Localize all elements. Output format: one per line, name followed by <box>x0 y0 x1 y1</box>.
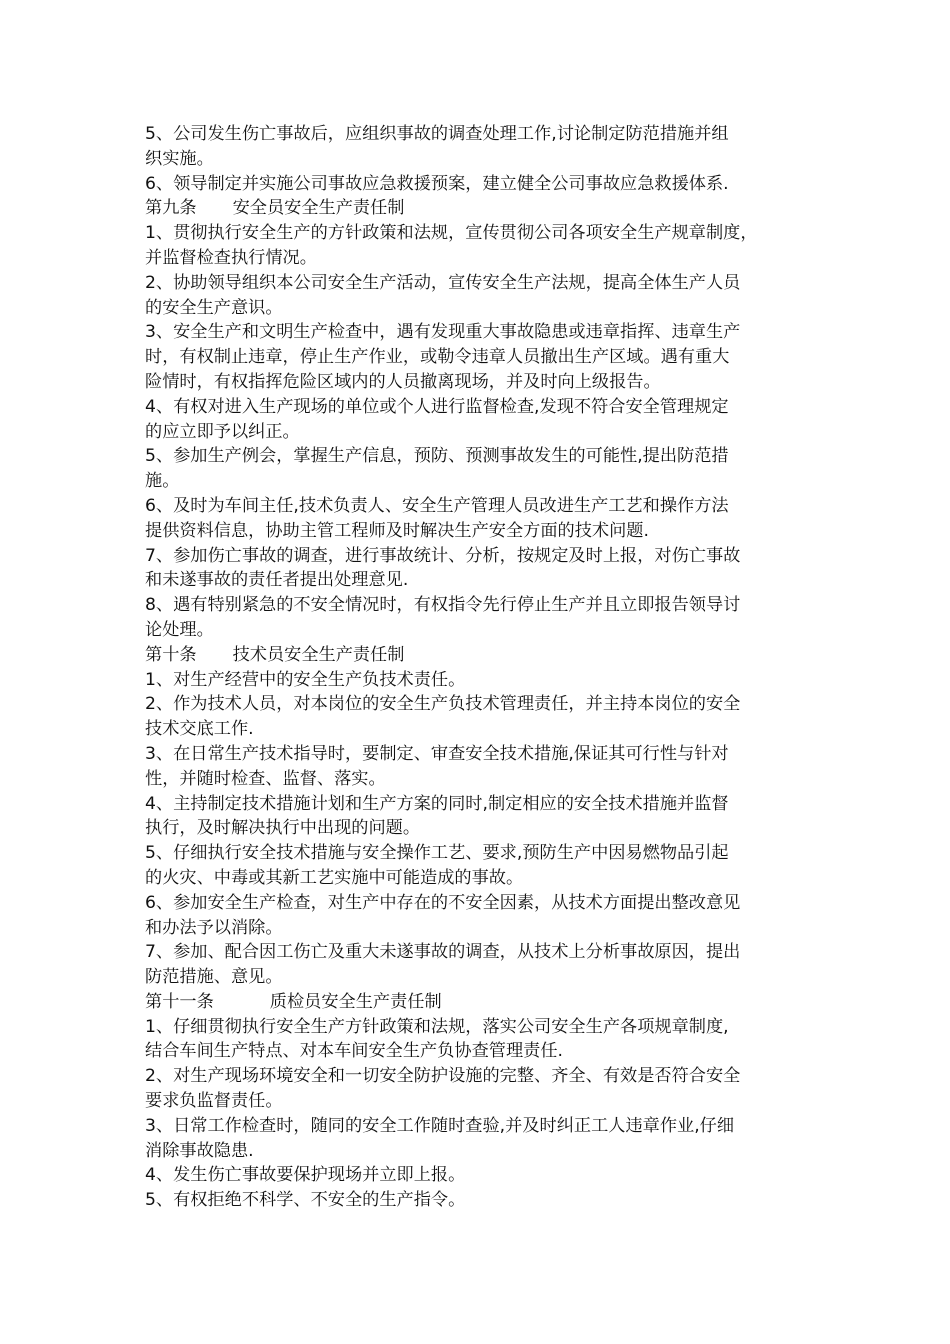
list-item <box>145 122 825 172</box>
text-line: 织实施。 <box>145 148 214 169</box>
text-line: 结合车间生产特点、对本车间安全生产负协查管理责任. <box>145 1041 563 1062</box>
text-line: 性，并随时检查、监督、落实。 <box>145 768 386 789</box>
text-line: 1、贯彻执行安全生产的方针政策和法规，宣传贯彻公司各项安全生产规章制度， <box>145 223 758 244</box>
list-item <box>145 593 825 643</box>
heading-title: 技术员安全生产责任制 <box>232 644 405 665</box>
text-line: 5、公司发生伤亡事故后，应组织事故的调查处理工作,讨论制定防范措施并组 <box>145 124 729 144</box>
list-item <box>145 320 825 394</box>
heading-title: 安全员安全生产责任制 <box>232 198 405 219</box>
list-item <box>145 1015 825 1065</box>
section-heading-9 <box>145 196 825 221</box>
heading-number: 第十一条 <box>145 991 214 1012</box>
text-line: 2、协助领导组织本公司安全生产活动，宣传安全生产法规，提高全体生产人员 <box>145 272 741 293</box>
text-line: 消除事故隐患. <box>145 1140 254 1161</box>
text-line: 的火灾、中毒或其新工艺实施中可能造成的事故。 <box>145 867 524 888</box>
text-line: 和未遂事故的责任者提出处理意见. <box>145 570 409 591</box>
text-line: 4、发生伤亡事故要保护现场并立即上报。 <box>145 1165 466 1186</box>
heading-title: 质检员安全生产责任制 <box>269 991 442 1012</box>
list-item <box>145 841 825 891</box>
text-line: 和办法予以消除。 <box>145 917 283 938</box>
document-body <box>145 122 825 1213</box>
text-line: 险情时，有权指挥危险区域内的人员撤离现场，并及时向上级报告。 <box>145 371 661 392</box>
text-line: 的应立即予以纠正。 <box>145 421 300 442</box>
text-line: 6、参加安全生产检查，对生产中存在的不安全因素，从技术方面提出整改意见 <box>145 892 741 913</box>
text-line: 7、参加伤亡事故的调查，进行事故统计、分析，按规定及时上报，对伤亡事故 <box>145 545 741 566</box>
list-item <box>145 891 825 941</box>
text-line: 时，有权制止违章，停止生产作业，或勒令违章人员撤出生产区域。遇有重大 <box>145 347 730 368</box>
list-item <box>145 940 825 990</box>
text-line: 5、有权拒绝不科学、不安全的生产指令。 <box>145 1190 466 1211</box>
list-item <box>145 172 825 197</box>
text-line: 5、参加生产例会，掌握生产信息，预防、预测事故发生的可能性,提出防范措 <box>145 446 729 467</box>
list-item <box>145 1114 825 1164</box>
list-item <box>145 271 825 321</box>
section-heading-10 <box>145 643 825 668</box>
text-line: 5、仔细执行安全技术措施与安全操作工艺、要求,预防生产中因易燃物品引起 <box>145 843 729 864</box>
text-line: 7、参加、配合因工伤亡及重大未遂事故的调查，从技术上分析事故原因，提出 <box>145 942 741 963</box>
list-item <box>145 692 825 742</box>
text-line: 3、安全生产和文明生产检查中，遇有发现重大事故隐患或违章指挥、违章生产 <box>145 322 741 343</box>
list-item <box>145 1163 825 1188</box>
heading-number: 第十条 <box>145 644 197 665</box>
list-item <box>145 444 825 494</box>
text-line: 施。 <box>145 471 180 492</box>
text-line: 并监督检查执行情况。 <box>145 247 317 268</box>
text-line: 4、主持制定技术措施计划和生产方案的同时,制定相应的安全技术措施并监督 <box>145 793 729 814</box>
text-line: 要求负监督责任。 <box>145 1091 283 1112</box>
list-item <box>145 395 825 445</box>
heading-number: 第九条 <box>145 198 197 219</box>
text-line: 6、领导制定并实施公司事故应急救援预案，建立健全公司事故应急救援体系. <box>145 173 729 194</box>
list-item <box>145 742 825 792</box>
section-heading-11 <box>145 990 825 1015</box>
list-item <box>145 1064 825 1114</box>
text-line: 3、在日常生产技术指导时，要制定、审查安全技术措施,保证其可行性与针对 <box>145 743 729 764</box>
list-item <box>145 544 825 594</box>
text-line: 8、遇有特别紧急的不安全情况时，有权指令先行停止生产并且立即报告领导讨 <box>145 595 741 616</box>
text-line: 1、仔细贯彻执行安全生产方针政策和法规，落实公司安全生产各项规章制度, <box>145 1016 729 1037</box>
text-line: 3、日常工作检查时，随同的安全工作随时查验,并及时纠正工人违章作业,仔细 <box>145 1115 735 1136</box>
text-line: 防范措施、意见。 <box>145 967 283 988</box>
list-item <box>145 1188 825 1213</box>
text-line: 2、对生产现场环境安全和一切安全防护设施的完整、齐全、有效是否符合安全 <box>145 1066 741 1087</box>
text-line: 6、及时为车间主任,技术负责人、安全生产管理人员改进生产工艺和操作方法 <box>145 495 729 516</box>
text-line: 1、对生产经营中的安全生产负技术责任。 <box>145 669 466 690</box>
text-line: 执行，及时解决执行中出现的问题。 <box>145 818 421 839</box>
text-line: 技术交底工作. <box>145 719 254 740</box>
text-line: 论处理。 <box>145 619 214 640</box>
list-item <box>145 221 825 271</box>
text-line: 4、有权对进入生产现场的单位或个人进行监督检查,发现不符合安全管理规定 <box>145 396 729 417</box>
text-line: 的安全生产意识。 <box>145 297 283 318</box>
list-item <box>145 668 825 693</box>
text-line: 提供资料信息，协助主管工程师及时解决生产安全方面的技术问题. <box>145 520 649 541</box>
text-line: 2、作为技术人员，对本岗位的安全生产负技术管理责任，并主持本岗位的安全 <box>145 694 741 715</box>
list-item <box>145 792 825 842</box>
list-item <box>145 494 825 544</box>
